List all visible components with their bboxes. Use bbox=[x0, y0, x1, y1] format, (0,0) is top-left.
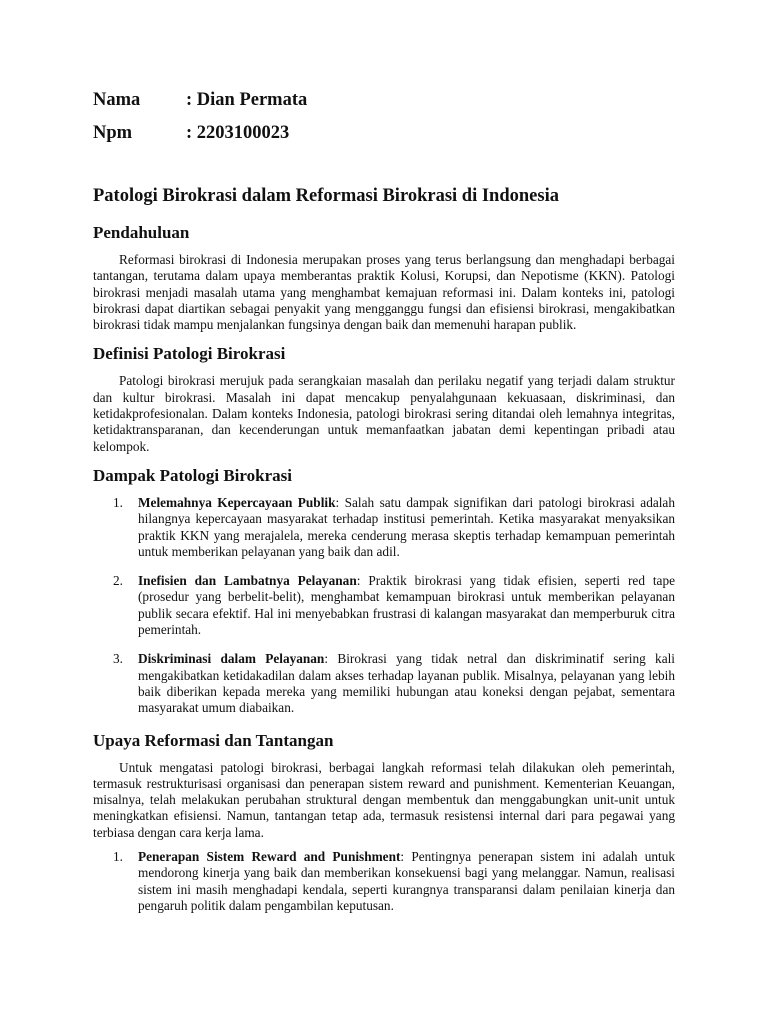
list-item-term: Inefisien dan Lambatnya Pelayanan bbox=[138, 573, 357, 589]
numbered-list bbox=[93, 495, 675, 717]
section-heading: Upaya Reformasi dan Tantangan bbox=[93, 730, 334, 750]
name-row bbox=[93, 84, 675, 117]
list-item-text: : Praktik birokrasi yang tidak efisien, seperti red tape (prosedur yang berbelit-belit), menghambat kemampuan birokrasi untuk memberikan pelayanan publik secara efektif. Hal ini menyebabkan frustrasi di kalangan masyarakat dan memperburuk citra pemerintah. bbox=[138, 573, 676, 638]
name-value: : Dian Permata bbox=[186, 90, 308, 110]
list-item-term: Penerapan Sistem Reward and Punishment bbox=[138, 849, 401, 865]
list-item bbox=[93, 651, 675, 716]
list-item bbox=[93, 495, 675, 560]
list-item-text: : Birokrasi yang tidak netral dan diskriminatif sering kali mengakibatkan ketidakadilan dalam akses terhadap layanan publik. Misalnya, pelayanan yang lebih baik diberikan kepada mereka yang memiliki hubungan atau koneksi dengan pejabat, sementara masyarakat umum diabaikan. bbox=[138, 651, 675, 716]
list-item bbox=[93, 573, 675, 638]
section-dampak bbox=[93, 465, 675, 717]
document-page bbox=[93, 84, 676, 913]
list-number: 2. bbox=[113, 573, 123, 589]
section-definisi bbox=[93, 343, 675, 454]
section-heading: Definisi Patologi Birokrasi bbox=[93, 344, 286, 364]
list-item-term: Diskriminasi dalam Pelayanan bbox=[138, 651, 325, 667]
list-item-term: Melemahnya Kepercayaan Publik bbox=[138, 494, 336, 510]
document-body bbox=[93, 222, 675, 927]
section-pendahuluan bbox=[93, 222, 675, 333]
section-heading: Pendahuluan bbox=[93, 223, 190, 242]
section-heading: Dampak Patologi Birokrasi bbox=[93, 465, 292, 485]
numbered-list bbox=[93, 849, 675, 914]
section-paragraph: Patologi birokrasi merujuk pada serangkaian masalah dan perilaku negatif yang terjadi dalam struktur dan kultur birokrasi. Masalah ini dapat mencakup penyalahgunaan kekuasaan, diskriminasi, dan ketidakprofesionalan. Dalam konteks Indonesia, patologi birokrasi sering ditandai oleh lemahnya integritas, ketidaktransparanan, dan kecenderungan untuk memanfaatkan jabatan demi kepentingan pribadi atau kelompok. bbox=[93, 373, 675, 454]
document-title: Patologi Birokrasi dalam Reformasi Birokrasi di Indonesia bbox=[93, 186, 559, 206]
list-number: 1. bbox=[113, 494, 123, 510]
section-paragraph: Untuk mengatasi patologi birokrasi, berbagai langkah reformasi telah dilakukan oleh pemerintah, termasuk restrukturisasi organisasi dan penerapan sistem reward and punishment. Kementerian Keuangan, misalnya, telah melakukan perubahan struktural dengan membentuk dan menggabungkan unit-unit untuk meningkatkan efisiensi. Namun, tantangan tetap ada, termasuk resistensi internal dari para pegawai yang terbiasa dengan cara kerja lama. bbox=[93, 759, 675, 840]
section-upaya bbox=[93, 730, 675, 915]
list-number: 3. bbox=[113, 651, 123, 667]
name-label: Nama bbox=[93, 90, 141, 110]
npm-label: Npm bbox=[93, 123, 133, 143]
npm-row bbox=[93, 117, 675, 150]
list-item-text: : Pentingnya penerapan sistem ini adalah untuk mendorong kinerja yang baik dan memberikan konsekuensi bagi yang melanggar. Namun, realisasi sistem ini masih menghadapi kendala, seperti kurangnya transparansi dalam penilaian kinerja dan pengaruh politik dalam pengambilan keputusan. bbox=[138, 849, 675, 913]
section-paragraph: Reformasi birokrasi di Indonesia merupakan proses yang terus berlangsung dan menghadapi berbagai tantangan, terutama dalam upaya memberantas praktik Kolusi, Korupsi, dan Nepotisme (KKN). Patologi birokrasi menjadi masalah utama yang menghambat kemajuan reformasi ini. Dalam konteks ini, patologi birokrasi dapat diartikan sebagai penyakit yang mengganggu fungsi dan efisiensi birokrasi, mengakibatkan birokrasi tidak mampu menjalankan fungsinya dengan baik dan memenuhi harapan publik. bbox=[93, 252, 675, 333]
list-item bbox=[93, 849, 675, 914]
npm-value: : 2203100023 bbox=[186, 123, 290, 143]
list-number: 1. bbox=[113, 849, 123, 865]
list-item-text: : Salah satu dampak signifikan dari patologi birokrasi adalah hilangnya kepercayaan masyarakat terhadap institusi pemerintah. Ketika masyarakat menyaksikan praktik KKN yang merajalela, mereka cenderung merasa skeptis terhadap kemampuan pemerintah untuk memberikan pelayanan yang baik dan adil. bbox=[138, 494, 675, 559]
